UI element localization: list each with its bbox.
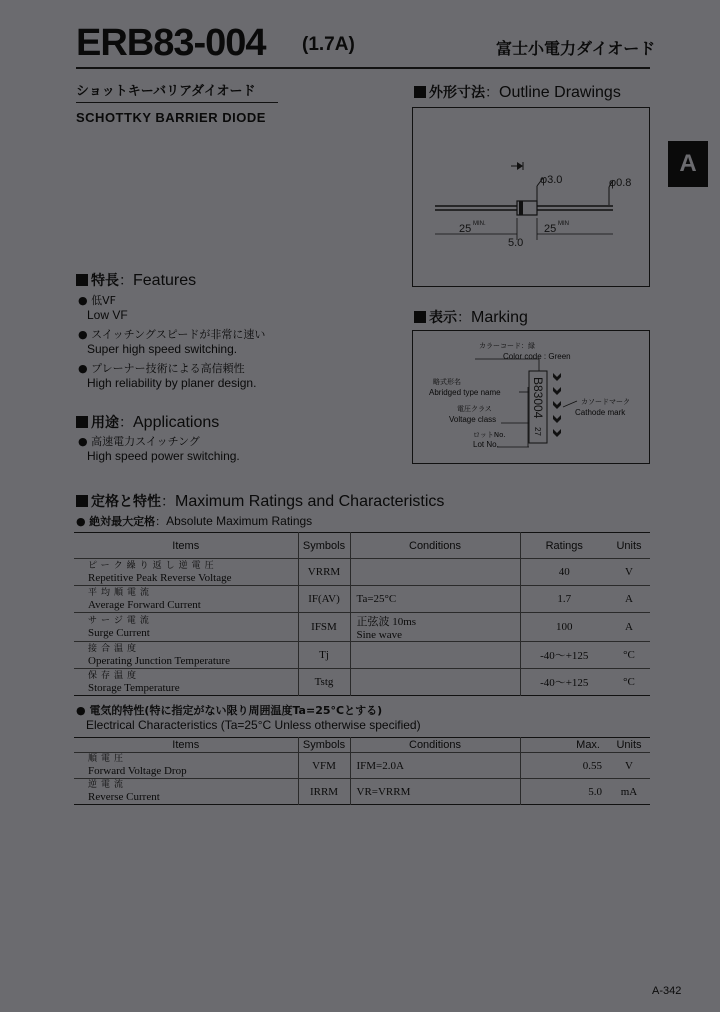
item-en: Operating Junction Temperature — [88, 654, 230, 667]
abbr-name-en: Abridged type name — [429, 388, 501, 397]
outline-title-en: Outline Drawings — [499, 84, 621, 101]
color-code-en: Color code : Green — [503, 352, 571, 361]
condition-cell — [350, 642, 520, 669]
right-min-label: MIN — [558, 221, 569, 227]
application-jp: 高速電力スイッチング — [91, 435, 200, 448]
body-dia-label: φ3.0 — [540, 174, 563, 186]
applications-heading: 用途：Applications — [76, 412, 219, 432]
list-item: ● 低VF — [78, 294, 116, 307]
item-en: Surge Current — [88, 626, 150, 639]
max-cell: 0.55 — [520, 753, 608, 779]
item-jp: 逆電流 — [88, 780, 128, 790]
feature-en: Low VF — [87, 308, 128, 322]
electrical-title-jp: 電気的特性(特に指定がない限り周囲温度Ta=25°Cとする) — [89, 704, 383, 717]
marking-title-jp: 表示 — [429, 310, 457, 326]
part-number: ERB83-004 — [76, 22, 266, 64]
features-title-jp: 特長 — [91, 273, 119, 289]
unit-cell: A — [608, 613, 650, 642]
symbol-cell: IFSM — [298, 613, 350, 642]
symbol-cell: Tj — [298, 642, 350, 669]
condition-cell — [350, 586, 520, 613]
feature-jp: スイッチングスピードが非常に速い — [91, 328, 266, 341]
lot-no-en: Lot No. — [473, 440, 499, 449]
marking-box — [412, 330, 650, 464]
item-jp: 平均順電流 — [88, 587, 154, 598]
lead-dia-label: φ0.8 — [609, 177, 632, 189]
ratings-heading: 定格と特性：Maximum Ratings and Characteristics — [76, 491, 444, 511]
rating-cell: -40～+125 — [520, 642, 608, 669]
electrical-heading: ● 電気的特性(特に指定がない限り周囲温度Ta=25°Cとする) — [76, 704, 383, 717]
features-heading: 特長：Features — [76, 270, 196, 290]
col-header-symbols: Symbols — [298, 738, 350, 753]
list-item: ● プレーナー技術による高信頼性 — [78, 362, 245, 375]
subtitle-rule — [76, 102, 278, 103]
col-header-conditions: Conditions — [350, 533, 520, 559]
condition-line-1: 正弦波 10ms — [356, 616, 417, 628]
item-en: Reverse Current — [88, 791, 160, 803]
table-row — [74, 642, 650, 669]
left-min-label: MIN. — [473, 221, 486, 227]
rating-cell: 40 — [520, 559, 608, 586]
square-bullet-icon — [414, 86, 426, 98]
body-len-label: 5.0 — [508, 237, 524, 249]
symbol-cell: Tstg — [298, 669, 350, 696]
feature-en: High reliability by planer design. — [87, 376, 257, 390]
col-header-units: Units — [616, 739, 642, 751]
subtitle-en: SCHOTTKY BARRIER DIODE — [76, 110, 266, 125]
item-jp: 順電圧 — [88, 754, 128, 764]
outline-heading: 外形寸法：Outline Drawings — [414, 82, 621, 102]
col-header-max: Max. — [520, 738, 608, 753]
table-row — [74, 613, 650, 642]
condition-cell: IFM=2.0A — [350, 753, 520, 779]
applications-title-jp: 用途 — [91, 415, 119, 431]
col-header-items: Items — [172, 539, 200, 552]
table-header-row — [74, 533, 650, 559]
table-row — [74, 669, 650, 696]
abs-max-heading: ● 絶対最大定格：Absolute Maximum Ratings — [76, 514, 313, 528]
cathode-mark-en: Cathode mark — [575, 408, 626, 417]
rating-cell: 1.7 — [520, 586, 608, 613]
page-number: A-342 — [652, 985, 682, 997]
condition-cell — [350, 613, 520, 642]
voltage-class-en: Voltage class — [449, 415, 497, 424]
max-cell: 5.0 — [520, 779, 608, 805]
item-jp: 接合温度 — [88, 643, 141, 654]
left-lead-label: 25 — [459, 223, 472, 235]
condition-line-2: Sine wave — [356, 629, 403, 641]
marking-diagram — [413, 331, 651, 465]
list-item: ● 高速電力スイッチング — [78, 435, 200, 448]
feature-en: Super high speed switching. — [87, 342, 238, 356]
features-title-en: Features — [133, 272, 197, 289]
features-list — [78, 292, 398, 394]
condition-cell: VR=VRRM — [350, 779, 520, 805]
applications-list — [78, 433, 240, 463]
condition-line-1: Ta=25°C — [356, 593, 397, 605]
ratings-title-jp: 定格と特性 — [91, 494, 161, 510]
item-en: Average Forward Current — [88, 598, 201, 611]
section-tab: A — [668, 141, 708, 187]
item-en: Storage Temperature — [88, 681, 180, 694]
rating-cell: 100 — [520, 613, 608, 642]
lot-no-jp: ロットNo. — [473, 431, 506, 439]
symbol-cell: VFM — [298, 753, 350, 779]
table-header-row — [74, 738, 650, 753]
outline-drawing — [413, 108, 651, 288]
square-bullet-icon — [414, 311, 426, 323]
header-rule — [76, 67, 650, 69]
unit-cell: A — [608, 586, 650, 613]
cathode-mark-jp: カソードマーク — [581, 398, 630, 406]
item-en: Forward Voltage Drop — [88, 765, 187, 777]
col-header-items: Items — [172, 739, 200, 751]
body-marking-text: B83004 — [531, 377, 545, 419]
square-bullet-icon — [76, 274, 88, 286]
table-row — [74, 586, 650, 613]
unit-cell: V — [608, 559, 650, 586]
application-en: High speed power switching. — [87, 449, 240, 463]
item-jp: ピーク繰り返し逆電圧 — [88, 560, 218, 571]
abbr-name-jp: 略式形名 — [433, 378, 461, 386]
abs-max-table — [74, 532, 650, 696]
color-code-jp: カラーコード：緑 — [479, 342, 535, 350]
item-jp: 保存温度 — [88, 670, 141, 681]
voltage-class-jp: 電圧クラス — [457, 405, 492, 413]
symbol-cell: VRRM — [298, 559, 350, 586]
outline-drawing-box — [412, 107, 650, 287]
rating-cell: -40～+125 — [520, 669, 608, 696]
unit-cell: °C — [608, 669, 650, 696]
current-rating: (1.7A) — [302, 34, 355, 55]
abs-max-title-en: Absolute Maximum Ratings — [166, 514, 313, 528]
symbol-cell: IF(AV) — [298, 586, 350, 613]
electrical-table — [74, 737, 650, 805]
feature-jp: 低VF — [91, 294, 116, 307]
ratings-title-en: Maximum Ratings and Characteristics — [175, 493, 445, 510]
condition-cell — [350, 669, 520, 696]
item-jp: サージ電流 — [88, 615, 153, 626]
electrical-title-en: Electrical Characteristics (Ta=25°C Unless otherwise specified) — [86, 718, 421, 732]
table-row — [74, 559, 650, 586]
unit-cell: °C — [608, 642, 650, 669]
col-header-conditions: Conditions — [350, 738, 520, 753]
col-header-ratings: Ratings — [520, 533, 608, 559]
marking-title-en: Marking — [471, 309, 528, 326]
maker-title-jp: 富士小電力ダイオード — [496, 39, 656, 58]
symbol-cell: IRRM — [298, 779, 350, 805]
square-bullet-icon — [76, 416, 88, 428]
abs-max-title-jp: 絶対最大定格 — [89, 515, 156, 528]
col-header-units: Units — [616, 539, 642, 552]
outline-title-jp: 外形寸法 — [429, 85, 485, 101]
table-row — [74, 753, 650, 779]
subtitle-jp: ショットキーバリアダイオード — [76, 84, 256, 99]
square-bullet-icon — [76, 495, 88, 507]
applications-title-en: Applications — [133, 414, 220, 431]
item-en: Repetitive Peak Reverse Voltage — [88, 571, 232, 584]
right-lead-label: 25 — [544, 223, 557, 235]
condition-cell — [350, 559, 520, 586]
unit-cell: mA — [608, 779, 650, 805]
table-row — [74, 779, 650, 805]
lot-marking-text: 27 — [533, 427, 542, 436]
list-item: ● スイッチングスピードが非常に速い — [78, 328, 266, 341]
col-header-symbols: Symbols — [298, 533, 350, 559]
feature-jp: プレーナー技術による高信頼性 — [91, 362, 245, 375]
unit-cell: V — [608, 753, 650, 779]
marking-heading: 表示：Marking — [414, 307, 528, 327]
